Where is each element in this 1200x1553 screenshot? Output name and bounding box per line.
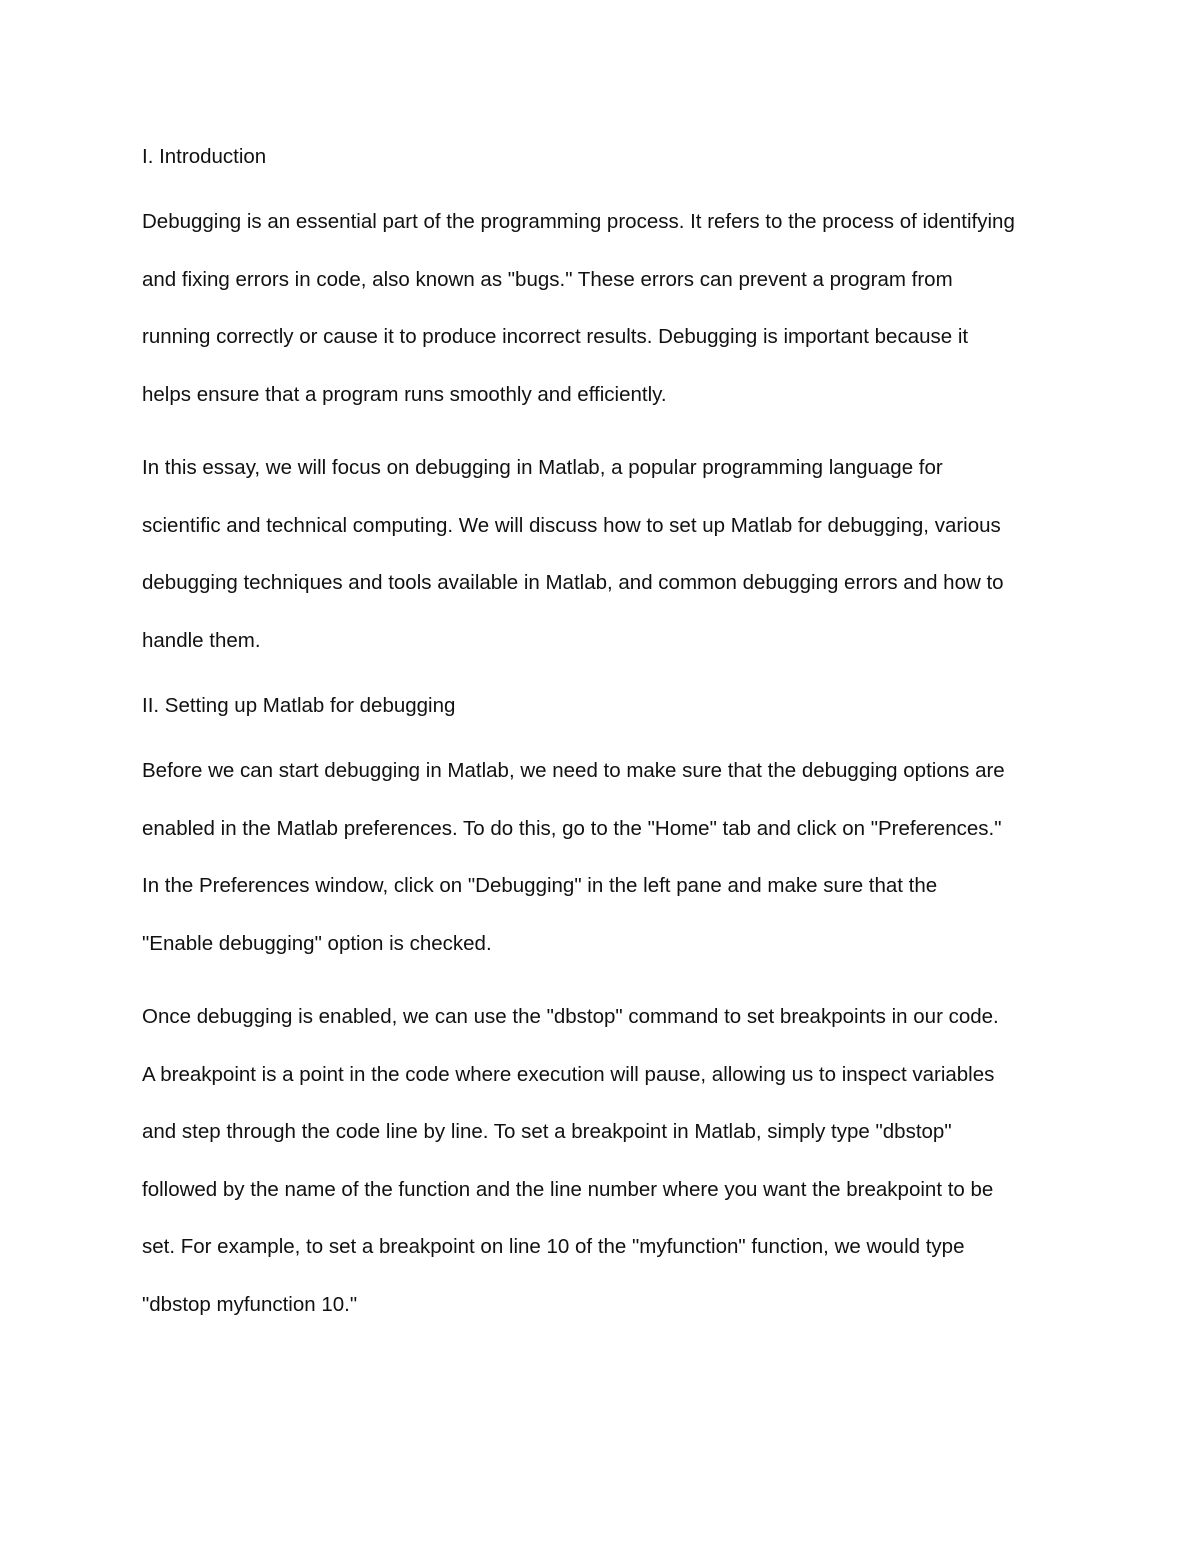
section-heading: II. Setting up Matlab for debugging	[142, 694, 456, 717]
text-line: helps ensure that a program runs smoothly and efficiently.	[142, 382, 667, 406]
text-line: In this essay, we will focus on debugging in Matlab, a popular programming language for	[142, 456, 943, 479]
text-line: "Enable debugging" option is checked.	[142, 931, 492, 955]
text-line: running correctly or cause it to produce incorrect results. Debugging is important because it	[142, 325, 969, 348]
text-line: Once debugging is enabled, we can use the "dbstop" command to set breakpoints in our code.	[142, 1005, 999, 1028]
text-line: debugging techniques and tools available in Matlab, and common debugging errors and how to	[142, 571, 1004, 594]
paragraph	[142, 742, 1067, 972]
text-line: Debugging is an essential part of the programming process. It refers to the process of identifying	[142, 210, 1015, 233]
text-line: handle them.	[142, 628, 261, 652]
paragraph	[142, 988, 1067, 1333]
text-line: "dbstop myfunction 10."	[142, 1292, 358, 1316]
document-body	[142, 136, 1067, 1349]
text-line: and fixing errors in code, also known as "bugs." These errors can prevent a program from	[142, 267, 953, 291]
text-line: enabled in the Matlab preferences. To do this, go to the "Home" tab and click on "Preferences."	[142, 816, 1002, 840]
text-line: and step through the code line by line. To set a breakpoint in Matlab, simply type "dbstop"	[142, 1120, 952, 1143]
text-line: set. For example, to set a breakpoint on line 10 of the "myfunction" function, we would type	[142, 1235, 965, 1258]
paragraph	[142, 193, 1067, 423]
paragraph	[142, 439, 1067, 669]
section-heading: I. Introduction	[142, 145, 267, 168]
text-line: followed by the name of the function and the line number where you want the breakpoint to be	[142, 1177, 994, 1201]
text-line: Before we can start debugging in Matlab, we need to make sure that the debugging options are	[142, 759, 1005, 782]
section-setting-up	[142, 685, 1067, 1333]
section-introduction	[142, 136, 1067, 669]
text-line: In the Preferences window, click on "Debugging" in the left pane and make sure that the	[142, 874, 938, 897]
text-line: scientific and technical computing. We will discuss how to set up Matlab for debugging, various	[142, 513, 1001, 537]
text-line: A breakpoint is a point in the code where execution will pause, allowing us to inspect variables	[142, 1062, 995, 1086]
